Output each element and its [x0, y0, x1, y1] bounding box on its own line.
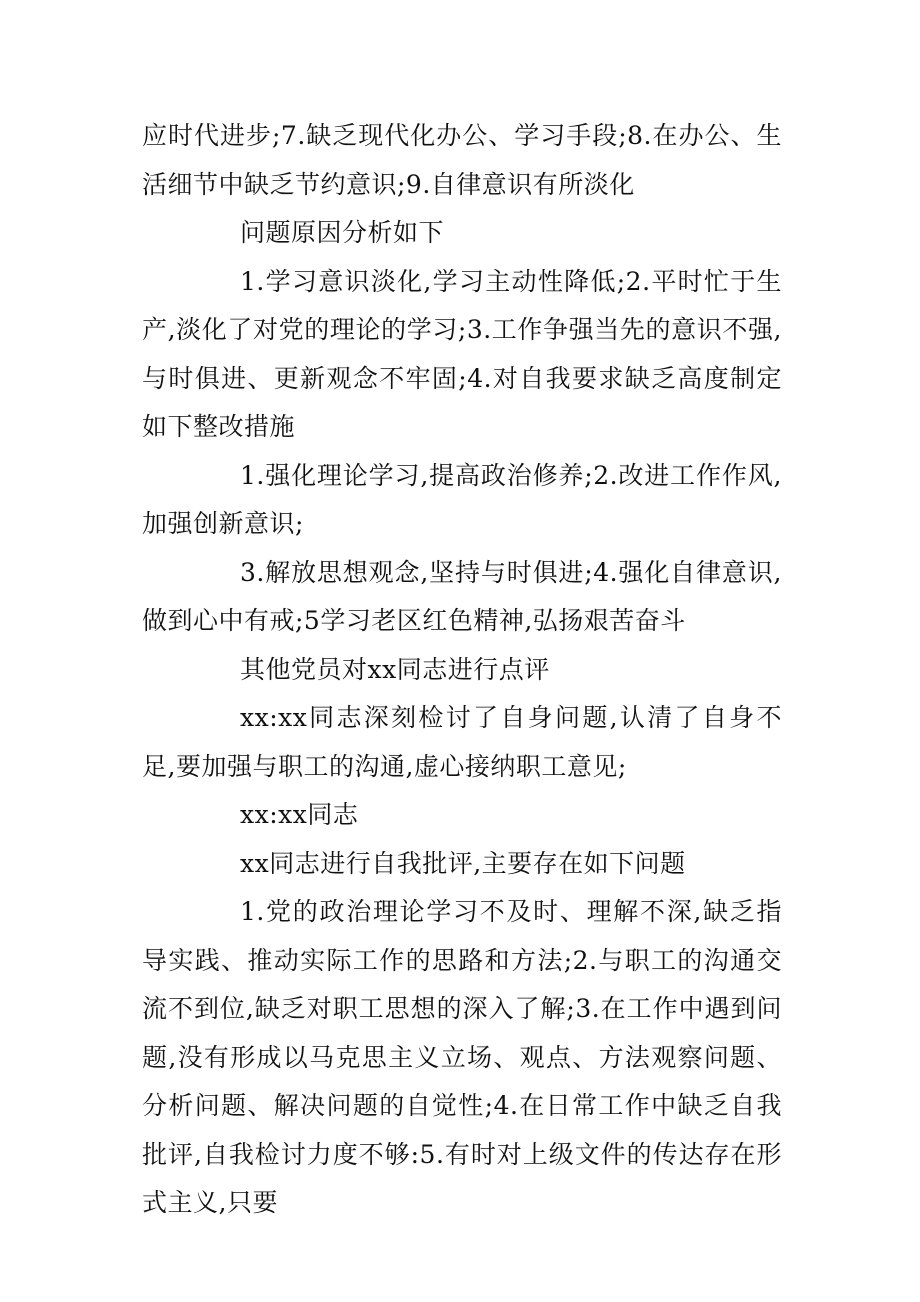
paragraph-8: xx:xx同志: [240, 800, 359, 829]
paragraph-6: 其他党员对xx同志进行点评: [240, 654, 550, 684]
paragraph-10: 1.党的政治理论学习不及时、理解不深,缺乏指导实践、推动实际工作的思路和方法;2.与职工的沟通交流不到位,缺乏对职工思想的深入了解;3.在工作中遇到问题,没有形成以马克思主义立场、观点、方法观察问题、分析问题、解决问题的自觉性;4.在日常工作中缺乏自我批评,自我检讨力度不够:5.有时对上级文件的传达存在形式主义,只要: [142, 897, 782, 1217]
paragraph-9: xx同志进行自我批评,主要存在如下问题: [240, 848, 686, 878]
paragraph-7: xx:xx同志深刻检讨了自身问题,认清了自身不足,要加强与职工的沟通,虚心接纳职工意见;: [142, 703, 782, 781]
paragraph-2: 问题原因分析如下: [240, 218, 445, 247]
paragraph-3: 1.学习意识淡化,学习主动性降低;2.平时忙于生产,淡化了对党的理论的学习;3.工作争强当先的意识不强,与时俱进、更新观念不牢固;4.对自我要求缺乏高度制定如下整改措施: [142, 266, 782, 441]
paragraph-4: 1.强化理论学习,提高政治修养;2.改进工作作风,加强创新意识;: [142, 460, 782, 538]
paragraph-5: 3.解放思想观念,坚持与时俱进;4.强化自律意识,做到心中有戒;5学习老区红色精神,弘扬艰苦奋斗: [142, 557, 782, 635]
document-body: [142, 112, 782, 1228]
paragraph-1: 应时代进步;7.缺乏现代化办公、学习手段;8.在办公、生活细节中缺乏节约意识;9.自律意识有所淡化: [142, 121, 782, 199]
